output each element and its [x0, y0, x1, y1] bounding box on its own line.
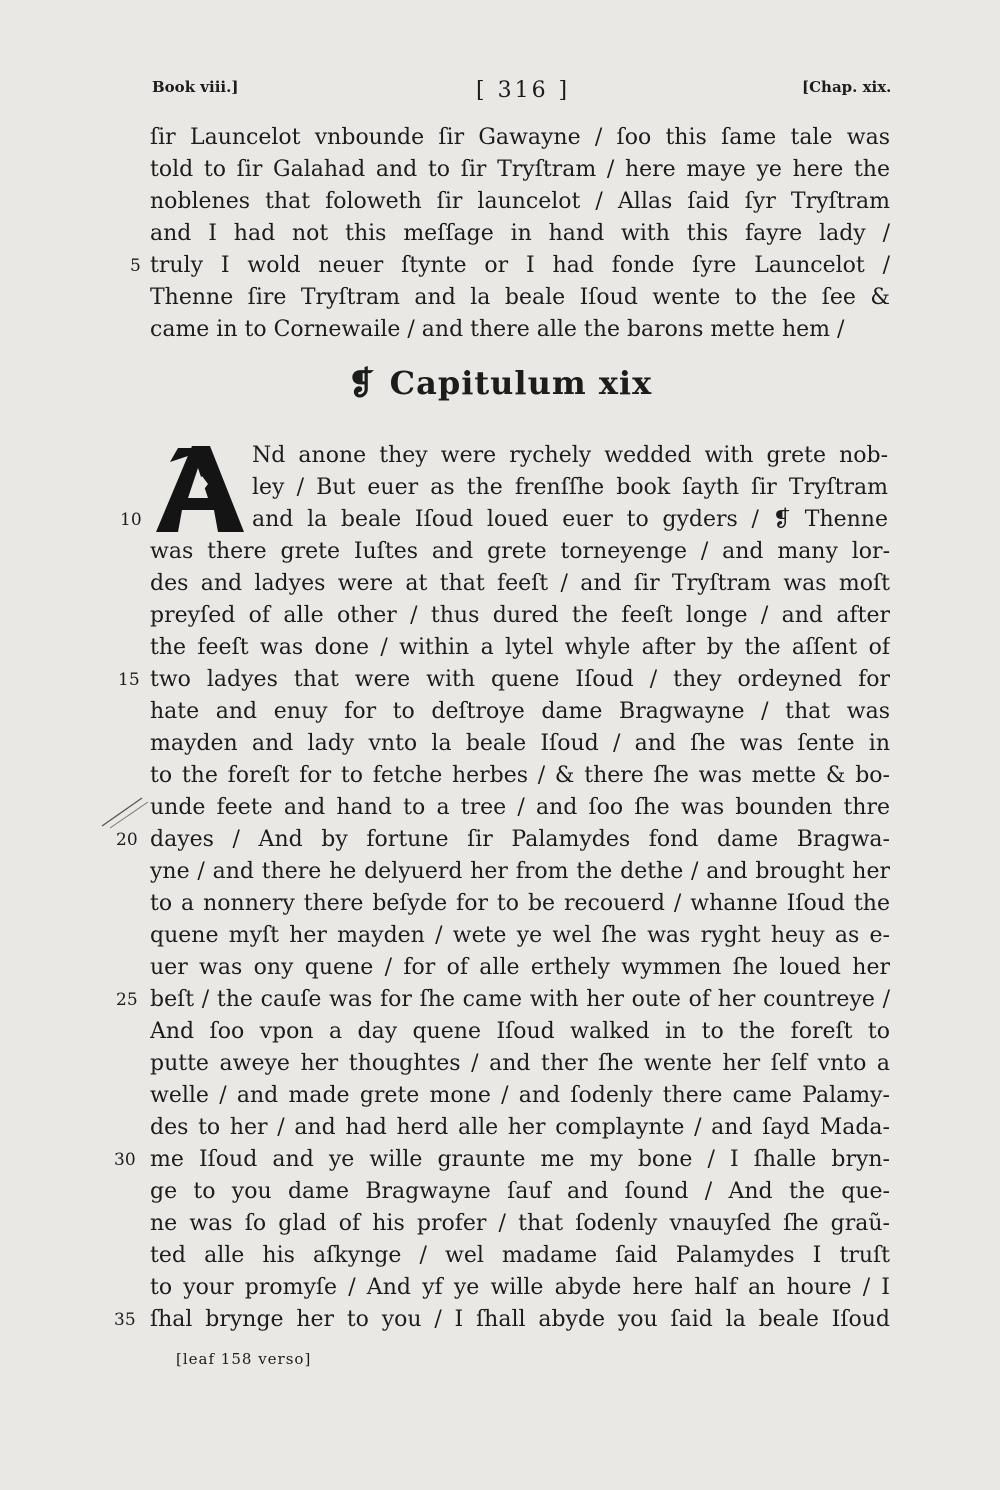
text-line: Thenne ſire Tryſtram and la beale Iſoud wente to the ſee &: [150, 285, 890, 310]
text-line: mayden and lady vnto la beale Iſoud / and ſhe was ſente in: [150, 731, 890, 756]
line-number: 5: [130, 256, 141, 276]
text-line: the feeſt was done / within a lytel whyle after by the aſſent of: [150, 635, 890, 660]
text-line: ſhal brynge her to you / I ſhall abyde you ſaid la beale Iſoud: [150, 1307, 890, 1332]
line-number: 20: [116, 830, 138, 850]
line-number: 15: [118, 670, 140, 690]
text-line: noblenes that foloweth ſir launcelot / Allas ſaid ſyr Tryſtram: [150, 189, 890, 214]
text-line: two ladyes that were with quene Iſoud / they ordeyned for: [150, 667, 890, 692]
text-line: and I had not this meſſage in hand with this fayre lady /: [150, 221, 890, 246]
line-number: 30: [114, 1150, 136, 1170]
text-line: uer was ony quene / for of alle erthely wymmen ſhe loued her: [150, 955, 890, 980]
text-line: des to her / and had herd alle her complaynte / and ſayd Mada-: [150, 1115, 890, 1140]
text-line: ted alle his aſkynge / wel madame ſaid Palamydes I truſt: [150, 1243, 890, 1268]
text-line: yne / and there he delyuerd her from the dethe / and brought her: [150, 859, 890, 884]
text-line: welle / and made grete mone / and ſodenly there came Palamy-: [150, 1083, 890, 1108]
text-line: dayes / And by fortune ſir Palamydes fond dame Bragwa-: [150, 827, 890, 852]
header-chapter-ref: [Chap. xix.: [802, 78, 892, 96]
text-line: me Iſoud and ye wille graunte me my bone / I ſhalle bryn-: [150, 1147, 890, 1172]
text-line: quene myſt her mayden / wete ye wel ſhe was ryght heuy as e-: [150, 923, 890, 948]
header-book: Book viii.]: [152, 78, 239, 96]
chapter-title: Capitulum xix: [389, 364, 653, 402]
pencil-mark-icon: [98, 792, 158, 832]
text-line: unde feete and hand to a tree / and ſoo ſhe was bounden thre: [150, 795, 890, 820]
header-page-number: [ 316 ]: [476, 78, 571, 103]
line-number: 25: [116, 990, 138, 1010]
line-number: 10: [120, 510, 142, 530]
text-line: Nd anone they were rychely wedded with grete nob-: [252, 443, 888, 468]
text-line: ſir Launcelot vnbounde ſir Gawayne / ſoo this ſame tale was: [150, 125, 890, 150]
text-line: told to ſir Galahad and to ſir Tryſtram / here maye ye here the: [150, 157, 890, 182]
text-line: came in to Cornewaile / and there alle the barons mette hem /: [150, 317, 845, 342]
line-number: 35: [114, 1310, 136, 1330]
pilcrow-icon: ❡: [347, 364, 376, 402]
text-line: ley / But euer as the frenſſhe book ſayth ſir Tryſtram: [252, 475, 888, 500]
text-line: to the foreſt for to fetche herbes / & there ſhe was mette & bo-: [150, 763, 890, 788]
text-line: to a nonnery there beſyde for to be recouerd / whanne Iſoud the: [150, 891, 890, 916]
text-line: ge to you dame Bragwayne ſauf and ſound / And the que-: [150, 1179, 890, 1204]
chapter-heading: [0, 364, 1000, 402]
text-line: and la beale Iſoud loued euer to gyders / ❡ Thenne: [252, 507, 888, 532]
leaf-reference: [leaf 158 verso]: [176, 1350, 312, 1368]
text-line: hate and enuy for to deſtroye dame Bragwayne / that was: [150, 699, 890, 724]
text-line: And ſoo vpon a day quene Iſoud walked in to the foreſt to: [150, 1019, 890, 1044]
text-line: to your promyſe / And yf ye wille abyde here half an houre / I: [150, 1275, 890, 1300]
text-line: preyſed of alle other / thus dured the feeſt longe / and after: [150, 603, 890, 628]
text-line: was there grete Iuſtes and grete torneyenge / and many lor-: [150, 539, 890, 564]
text-line: putte aweye her thoughtes / and ther ſhe wente her ſelf vnto a: [150, 1051, 890, 1076]
text-line: beſt / the cauſe was for ſhe came with her oute of her countreye /: [150, 987, 890, 1012]
text-line: des and ladyes were at that feeſt / and ſir Tryſtram was moſt: [150, 571, 890, 596]
decorated-initial: [148, 440, 248, 540]
text-line: ne was ſo glad of his profer / that ſodenly vnauyſed ſhe graũ-: [150, 1211, 890, 1236]
text-line: truly I wold neuer ſtynte or I had fonde ſyre Launcelot /: [150, 253, 890, 278]
